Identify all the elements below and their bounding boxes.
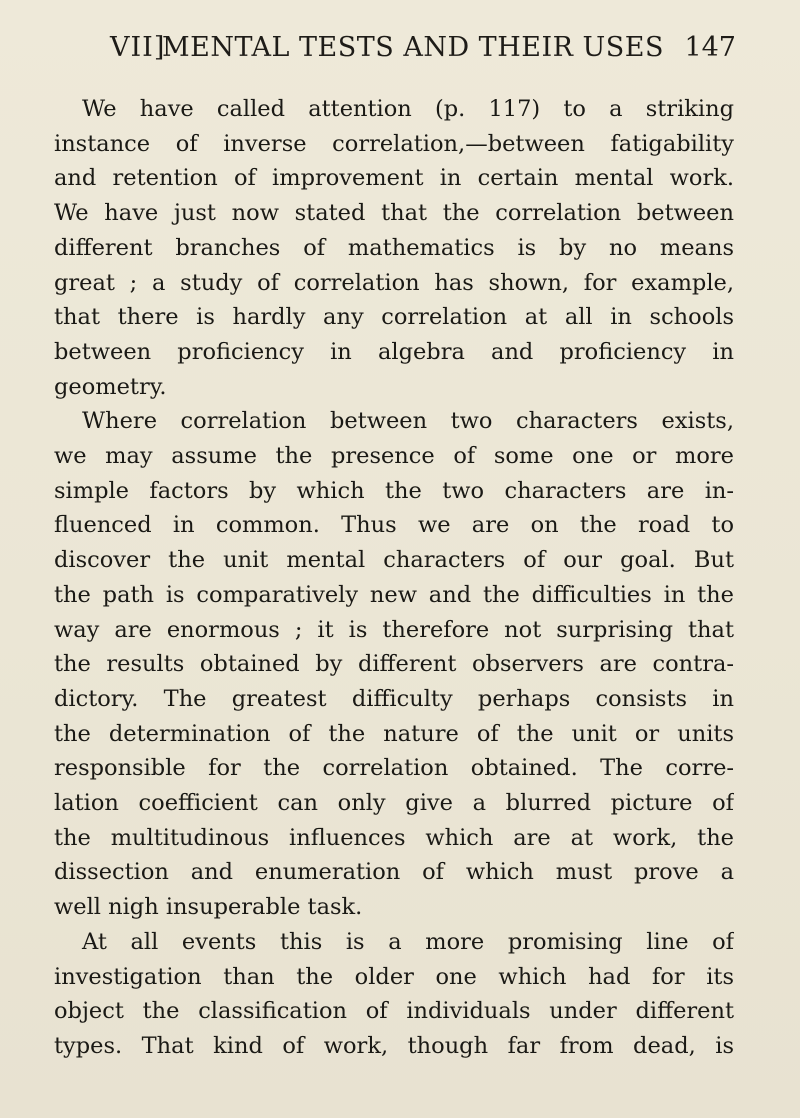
text-line: we may assume the presence of some one or more bbox=[54, 443, 734, 470]
text-line: between proficiency in algebra and proficiency in bbox=[54, 338, 734, 365]
body-text bbox=[54, 92, 734, 1064]
text-line: the multitudinous influences which are at work, the bbox=[54, 824, 734, 851]
running-title: MENTAL TESTS AND THEIR USES bbox=[162, 32, 664, 63]
text-line: the path is comparatively new and the difficulties in the bbox=[54, 581, 734, 608]
text-line: and retention of improvement in certain mental work. bbox=[54, 165, 734, 192]
text-line: the determination of the nature of the unit or units bbox=[54, 720, 734, 747]
text-line: discover the unit mental characters of our goal. But bbox=[54, 547, 734, 574]
text-line: At all events this is a more promising line of bbox=[82, 928, 734, 955]
page-number: 147 bbox=[684, 32, 736, 63]
text-line: well nigh insuperable task. bbox=[54, 894, 363, 921]
text-line: responsible for the correlation obtained. The corre- bbox=[54, 755, 734, 782]
text-line: geometry. bbox=[54, 373, 167, 400]
text-line: dictory. The greatest difficulty perhaps consists in bbox=[54, 685, 734, 712]
text-line: object the classification of individuals under different bbox=[54, 998, 734, 1025]
text-line: simple factors by which the two characters are in- bbox=[54, 477, 734, 504]
paragraph-2 bbox=[54, 404, 734, 925]
text-line: different branches of mathematics is by no means bbox=[54, 234, 734, 261]
text-line: that there is hardly any correlation at all in schools bbox=[54, 304, 734, 331]
text-line: We have called attention (p. 117) to a striking bbox=[82, 96, 734, 122]
text-line: instance of inverse correlation,—between fatigability bbox=[54, 130, 734, 157]
paragraph-1 bbox=[54, 92, 734, 404]
text-line: dissection and enumeration of which must prove a bbox=[54, 859, 734, 886]
chapter-number: VII] bbox=[110, 32, 166, 63]
running-head bbox=[110, 28, 736, 68]
text-line: We have just now stated that the correlation between bbox=[54, 200, 734, 227]
text-line: types. That kind of work, though far from dead, is bbox=[54, 1032, 734, 1059]
text-line: way are enormous ; it is therefore not surprising that bbox=[54, 616, 734, 643]
text-line: Where correlation between two characters exists, bbox=[82, 408, 734, 435]
text-line: fluenced in common. Thus we are on the road to bbox=[54, 512, 734, 539]
text-line: the results obtained by different observers are contra- bbox=[54, 651, 734, 678]
text-line: investigation than the older one which had for its bbox=[54, 963, 734, 990]
paragraph-3 bbox=[54, 925, 734, 1064]
text-line: great ; a study of correlation has shown, for example, bbox=[54, 269, 734, 296]
text-line: lation coefficient can only give a blurred picture of bbox=[54, 790, 734, 817]
